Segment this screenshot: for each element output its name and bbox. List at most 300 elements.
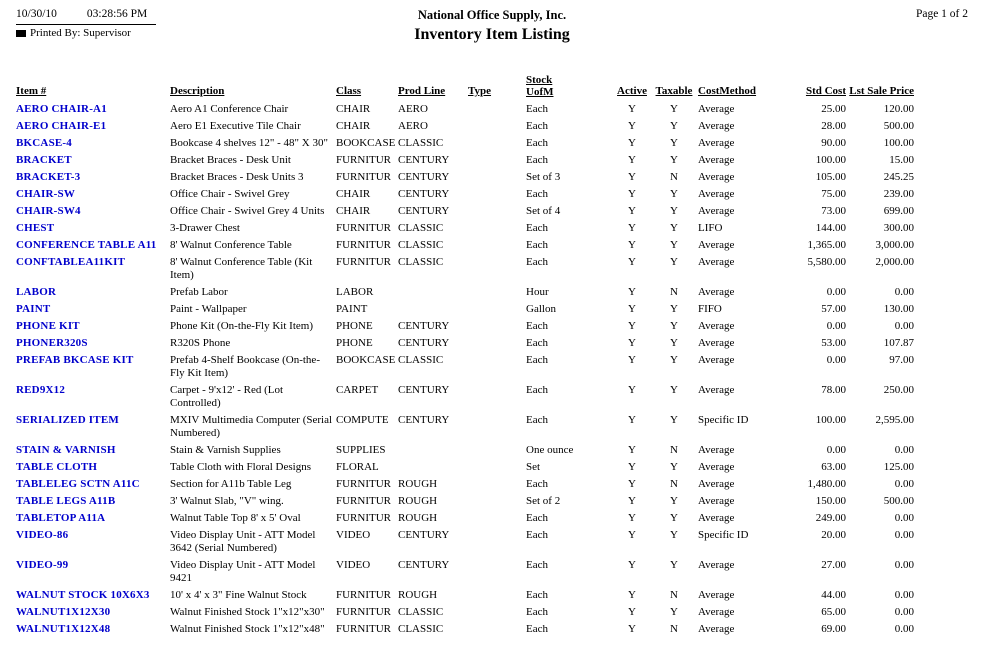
type-cell — [468, 254, 526, 284]
item-number-cell[interactable]: WALNUT1X12X30 — [16, 606, 111, 618]
description-cell: Bracket Braces - Desk Unit — [170, 154, 291, 166]
uofm-cell: Each — [526, 337, 548, 349]
report-date: 10/30/10 — [16, 8, 57, 20]
prod-line-cell: CENTURY — [398, 205, 450, 217]
taxable-cell: Y — [670, 154, 678, 166]
taxable-cell: Y — [670, 337, 678, 349]
cost-method-cell: Average — [698, 256, 735, 268]
col-header-active: Active — [617, 85, 647, 97]
cost-method-cell: Average — [698, 137, 735, 149]
description-cell: 3' Walnut Slab, "V" wing. — [170, 495, 284, 507]
taxable-cell: Y — [670, 120, 678, 132]
inventory-table — [16, 72, 916, 638]
cost-method-cell: Average — [698, 444, 735, 456]
std-cost-cell: 0.00 — [826, 320, 846, 332]
uofm-cell: Each — [526, 478, 548, 490]
std-cost-cell: 20.00 — [821, 529, 846, 541]
class-cell: CHAIR — [336, 120, 371, 132]
std-cost-cell: 78.00 — [821, 384, 846, 396]
taxable-cell: Y — [670, 414, 678, 426]
taxable-cell: Y — [670, 461, 678, 473]
col-header-last-sale-price: Lst Sale Price — [849, 85, 914, 97]
cost-method-cell: Average — [698, 354, 735, 366]
prod-line-cell — [398, 301, 468, 318]
prod-line-cell: CENTURY — [398, 559, 450, 571]
item-number-cell[interactable]: PHONER320S — [16, 337, 88, 349]
std-cost-cell: 0.00 — [826, 286, 846, 298]
table-row — [16, 382, 916, 412]
type-cell — [468, 301, 526, 318]
class-cell: VIDEO — [336, 559, 371, 571]
class-cell: CHAIR — [336, 205, 371, 217]
taxable-cell: Y — [670, 606, 678, 618]
class-cell: CHAIR — [336, 188, 371, 200]
std-cost-cell: 65.00 — [821, 606, 846, 618]
report-title: Inventory Item Listing — [414, 26, 570, 43]
active-cell: Y — [628, 103, 636, 115]
taxable-cell: N — [670, 444, 678, 456]
taxable-cell: N — [670, 286, 678, 298]
class-cell: BOOKCASE — [336, 137, 396, 149]
cost-method-cell: Average — [698, 461, 735, 473]
type-cell — [468, 237, 526, 254]
description-cell: Office Chair - Swivel Grey 4 Units — [170, 205, 325, 217]
type-cell — [468, 510, 526, 527]
type-cell — [468, 476, 526, 493]
table-row — [16, 352, 916, 382]
taxable-cell: N — [670, 171, 678, 183]
col-header-cost-method: CostMethod — [698, 85, 757, 97]
last-sale-price-cell: 0.00 — [894, 529, 914, 541]
std-cost-cell: 105.00 — [815, 171, 846, 183]
uofm-cell: Each — [526, 512, 548, 524]
taxable-cell: Y — [670, 256, 678, 268]
active-cell: Y — [628, 120, 636, 132]
report-time: 03:28:56 PM — [86, 8, 148, 20]
class-cell: FURNITUR — [336, 478, 392, 490]
taxable-cell: Y — [670, 239, 678, 251]
table-row — [16, 621, 916, 638]
uofm-cell: Each — [526, 222, 548, 234]
prod-line-cell: ROUGH — [398, 512, 438, 524]
uofm-cell: Set — [526, 461, 541, 473]
table-row — [16, 587, 916, 604]
last-sale-price-cell: 2,595.00 — [875, 414, 914, 426]
table-row — [16, 604, 916, 621]
item-number-cell[interactable]: CHAIR-SW — [16, 188, 76, 200]
type-cell — [468, 604, 526, 621]
description-cell: 8' Walnut Conference Table (Kit Item) — [170, 256, 313, 281]
type-cell — [468, 493, 526, 510]
uofm-cell: Each — [526, 606, 548, 618]
last-sale-price-cell: 3,000.00 — [875, 239, 914, 251]
table-row — [16, 510, 916, 527]
taxable-cell: N — [670, 623, 678, 635]
class-cell: FURNITUR — [336, 171, 392, 183]
prod-line-cell: AERO — [398, 120, 428, 132]
std-cost-cell: 27.00 — [821, 559, 846, 571]
item-number-cell[interactable]: BRACKET-3 — [16, 171, 81, 183]
active-cell: Y — [628, 354, 636, 366]
uofm-cell: Each — [526, 529, 548, 541]
table-row — [16, 335, 916, 352]
prod-line-cell: CLASSIC — [398, 222, 444, 234]
cost-method-cell: Average — [698, 154, 735, 166]
item-number-cell[interactable]: CONFTABLEA11KIT — [16, 256, 126, 268]
cost-method-cell: Specific ID — [698, 529, 749, 541]
class-cell: COMPUTE — [336, 414, 389, 426]
cost-method-cell: Average — [698, 606, 735, 618]
active-cell: Y — [628, 205, 636, 217]
uofm-cell: Each — [526, 120, 548, 132]
prod-line-cell: CENTURY — [398, 384, 450, 396]
item-number-cell[interactable]: BRACKET — [16, 154, 72, 166]
last-sale-price-cell: 120.00 — [883, 103, 914, 115]
cost-method-cell: Average — [698, 384, 735, 396]
class-cell: PHONE — [336, 337, 373, 349]
type-cell — [468, 587, 526, 604]
prod-line-cell: CLASSIC — [398, 354, 444, 366]
std-cost-cell: 57.00 — [821, 303, 846, 315]
active-cell: Y — [628, 414, 636, 426]
last-sale-price-cell: 2,000.00 — [875, 256, 914, 268]
last-sale-price-cell: 0.00 — [894, 623, 914, 635]
report-header — [16, 8, 968, 54]
item-number-cell[interactable]: PAINT — [16, 303, 51, 315]
item-number-cell[interactable]: TABLE LEGS A11B — [16, 495, 116, 507]
last-sale-price-cell: 245.25 — [883, 171, 914, 183]
class-cell: LABOR — [336, 286, 374, 298]
active-cell: Y — [628, 188, 636, 200]
class-cell: FURNITUR — [336, 495, 392, 507]
description-cell: R320S Phone — [170, 337, 231, 349]
cost-method-cell: Average — [698, 239, 735, 251]
prod-line-cell: CLASSIC — [398, 239, 444, 251]
std-cost-cell: 144.00 — [815, 222, 846, 234]
last-sale-price-cell: 15.00 — [889, 154, 914, 166]
item-number-cell[interactable]: CHEST — [16, 222, 55, 234]
taxable-cell: Y — [670, 205, 678, 217]
taxable-cell: Y — [670, 495, 678, 507]
taxable-cell: Y — [670, 137, 678, 149]
table-row — [16, 237, 916, 254]
active-cell: Y — [628, 171, 636, 183]
description-cell: Section for A11b Table Leg — [170, 478, 292, 490]
cost-method-cell: Average — [698, 205, 735, 217]
item-number-cell[interactable]: TABLE CLOTH — [16, 461, 98, 473]
cost-method-cell: Average — [698, 286, 735, 298]
type-cell — [468, 318, 526, 335]
cost-method-cell: Average — [698, 171, 735, 183]
std-cost-cell: 0.00 — [826, 354, 846, 366]
cost-method-cell: Average — [698, 337, 735, 349]
col-header-stock-uofm: Stock UofM — [526, 74, 554, 98]
cost-method-cell: Average — [698, 320, 735, 332]
taxable-cell: Y — [670, 384, 678, 396]
description-cell: 8' Walnut Conference Table — [170, 239, 292, 251]
description-cell: Table Cloth with Floral Designs — [170, 461, 311, 473]
taxable-cell: Y — [670, 303, 678, 315]
active-cell: Y — [628, 512, 636, 524]
active-cell: Y — [628, 461, 636, 473]
cost-method-cell: Average — [698, 120, 735, 132]
table-row — [16, 459, 916, 476]
last-sale-price-cell: 0.00 — [894, 320, 914, 332]
cost-method-cell: FIFO — [698, 303, 722, 315]
cost-method-cell: Average — [698, 589, 735, 601]
class-cell: FURNITUR — [336, 239, 392, 251]
std-cost-cell: 73.00 — [821, 205, 846, 217]
prod-line-cell: CLASSIC — [398, 137, 444, 149]
last-sale-price-cell: 0.00 — [894, 444, 914, 456]
class-cell: PAINT — [336, 303, 368, 315]
uofm-cell: Each — [526, 320, 548, 332]
table-row — [16, 476, 916, 493]
cost-method-cell: Average — [698, 103, 735, 115]
description-cell: Aero E1 Executive Tile Chair — [170, 120, 301, 132]
last-sale-price-cell: 699.00 — [883, 205, 914, 217]
cost-method-cell: Average — [698, 478, 735, 490]
active-cell: Y — [628, 239, 636, 251]
description-cell: Bookcase 4 shelves 12" - 48" X 30" — [170, 137, 328, 149]
std-cost-cell: 1,365.00 — [807, 239, 846, 251]
last-sale-price-cell: 100.00 — [883, 137, 914, 149]
uofm-cell: Each — [526, 188, 548, 200]
active-cell: Y — [628, 256, 636, 268]
item-number-cell[interactable]: PHONE KIT — [16, 320, 80, 332]
active-cell: Y — [628, 137, 636, 149]
table-row — [16, 254, 916, 284]
std-cost-cell: 69.00 — [821, 623, 846, 635]
description-cell: Paint - Wallpaper — [170, 303, 247, 315]
description-cell: 3-Drawer Chest — [170, 222, 240, 234]
taxable-cell: Y — [670, 222, 678, 234]
last-sale-price-cell: 0.00 — [894, 589, 914, 601]
active-cell: Y — [628, 303, 636, 315]
item-number-cell[interactable]: PREFAB BKCASE KIT — [16, 354, 134, 366]
last-sale-price-cell: 250.00 — [883, 384, 914, 396]
item-number-cell[interactable]: AERO CHAIR-E1 — [16, 120, 107, 132]
type-cell — [468, 101, 526, 118]
table-row — [16, 318, 916, 335]
description-cell: Video Display Unit - ATT Model 9421 — [170, 559, 316, 584]
class-cell: FURNITUR — [336, 512, 392, 524]
active-cell: Y — [628, 559, 636, 571]
table-row — [16, 301, 916, 318]
table-header-row — [16, 72, 916, 101]
type-cell — [468, 442, 526, 459]
inventory-table-body — [16, 101, 916, 638]
active-cell: Y — [628, 222, 636, 234]
class-cell: SUPPLIES — [336, 444, 386, 456]
class-cell: FURNITUR — [336, 589, 392, 601]
std-cost-cell: 1,480.00 — [807, 478, 846, 490]
table-row — [16, 442, 916, 459]
table-row — [16, 557, 916, 587]
item-number-cell[interactable]: TABLETOP A11A — [16, 512, 106, 524]
taxable-cell: Y — [670, 354, 678, 366]
item-number-cell[interactable]: WALNUT1X12X48 — [16, 623, 111, 635]
active-cell: Y — [628, 589, 636, 601]
class-cell: BOOKCASE — [336, 354, 396, 366]
active-cell: Y — [628, 495, 636, 507]
class-cell: FURNITUR — [336, 154, 392, 166]
prod-line-cell: ROUGH — [398, 495, 438, 507]
uofm-cell: Each — [526, 559, 548, 571]
col-header-class: Class — [336, 85, 362, 97]
item-number-cell[interactable]: CHAIR-SW4 — [16, 205, 81, 217]
table-row — [16, 152, 916, 169]
last-sale-price-cell: 107.87 — [883, 337, 914, 349]
description-cell: Office Chair - Swivel Grey — [170, 188, 290, 200]
std-cost-cell: 44.00 — [821, 589, 846, 601]
type-cell — [468, 186, 526, 203]
prod-line-cell — [398, 459, 468, 476]
company-name: National Office Supply, Inc. — [417, 8, 567, 22]
active-cell: Y — [628, 623, 636, 635]
item-number-cell[interactable]: WALNUT STOCK 10X6X3 — [16, 589, 150, 601]
std-cost-cell: 75.00 — [821, 188, 846, 200]
table-row — [16, 284, 916, 301]
last-sale-price-cell: 239.00 — [883, 188, 914, 200]
description-cell: Phone Kit (On-the-Fly Kit Item) — [170, 320, 313, 332]
class-cell: PHONE — [336, 320, 373, 332]
type-cell — [468, 527, 526, 557]
taxable-cell: N — [670, 478, 678, 490]
last-sale-price-cell: 500.00 — [883, 495, 914, 507]
prod-line-cell: ROUGH — [398, 478, 438, 490]
prod-line-cell: CENTURY — [398, 414, 450, 426]
table-row — [16, 135, 916, 152]
type-cell — [468, 621, 526, 638]
table-row — [16, 186, 916, 203]
prod-line-cell: ROUGH — [398, 589, 438, 601]
prod-line-cell — [398, 284, 468, 301]
prod-line-cell: CENTURY — [398, 188, 450, 200]
active-cell: Y — [628, 384, 636, 396]
active-cell: Y — [628, 286, 636, 298]
description-cell: Stain & Varnish Supplies — [170, 444, 281, 456]
prod-line-cell: CENTURY — [398, 154, 450, 166]
std-cost-cell: 249.00 — [815, 512, 846, 524]
active-cell: Y — [628, 337, 636, 349]
std-cost-cell: 100.00 — [815, 414, 846, 426]
table-row — [16, 203, 916, 220]
item-number-cell[interactable]: AERO CHAIR-A1 — [16, 103, 107, 115]
std-cost-cell: 5,580.00 — [807, 256, 846, 268]
taxable-cell: N — [670, 589, 678, 601]
item-number-cell[interactable]: CONFERENCE TABLE A11 — [16, 239, 157, 251]
description-cell: Aero A1 Conference Chair — [170, 103, 289, 115]
table-row — [16, 220, 916, 237]
cost-method-cell: Average — [698, 559, 735, 571]
taxable-cell: Y — [670, 320, 678, 332]
cost-method-cell: Average — [698, 188, 735, 200]
std-cost-cell: 53.00 — [821, 337, 846, 349]
last-sale-price-cell: 0.00 — [894, 286, 914, 298]
item-number-cell[interactable]: VIDEO-99 — [16, 559, 69, 571]
prod-line-cell: CLASSIC — [398, 606, 444, 618]
std-cost-cell: 150.00 — [815, 495, 846, 507]
uofm-cell: Each — [526, 154, 548, 166]
table-row — [16, 101, 916, 118]
header-center — [16, 8, 968, 44]
type-cell — [468, 220, 526, 237]
uofm-cell: Hour — [526, 286, 549, 298]
active-cell: Y — [628, 444, 636, 456]
description-cell: Prefab Labor — [170, 286, 228, 298]
item-number-cell[interactable]: TABLELEG SCTN A11C — [16, 478, 140, 490]
type-cell — [468, 335, 526, 352]
taxable-cell: Y — [670, 103, 678, 115]
col-header-prod-line: Prod Line — [398, 85, 446, 97]
std-cost-cell: 100.00 — [815, 154, 846, 166]
type-cell — [468, 352, 526, 382]
class-cell: FURNITUR — [336, 623, 392, 635]
cost-method-cell: Specific ID — [698, 414, 749, 426]
uofm-cell: One ounce — [526, 444, 574, 456]
description-cell: 10' x 4' x 3" Fine Walnut Stock — [170, 589, 307, 601]
class-cell: FURNITUR — [336, 606, 392, 618]
taxable-cell: Y — [670, 559, 678, 571]
last-sale-price-cell: 97.00 — [889, 354, 914, 366]
table-row — [16, 118, 916, 135]
class-cell: VIDEO — [336, 529, 371, 541]
uofm-cell: Gallon — [526, 303, 556, 315]
last-sale-price-cell: 0.00 — [894, 512, 914, 524]
active-cell: Y — [628, 606, 636, 618]
item-number-cell[interactable]: RED9X12 — [16, 384, 66, 396]
class-cell: CARPET — [336, 384, 379, 396]
type-cell — [468, 152, 526, 169]
item-number-cell[interactable]: STAIN & VARNISH — [16, 444, 116, 456]
cost-method-cell: Average — [698, 495, 735, 507]
col-header-std-cost: Std Cost — [805, 85, 846, 97]
taxable-cell: Y — [670, 512, 678, 524]
prod-line-cell: CENTURY — [398, 337, 450, 349]
item-number-cell[interactable]: VIDEO-86 — [16, 529, 69, 541]
uofm-cell: Each — [526, 256, 548, 268]
type-cell — [468, 169, 526, 186]
last-sale-price-cell: 0.00 — [894, 559, 914, 571]
prod-line-cell: AERO — [398, 103, 428, 115]
last-sale-price-cell: 0.00 — [894, 478, 914, 490]
type-cell — [468, 459, 526, 476]
uofm-cell: Each — [526, 589, 548, 601]
description-cell: Video Display Unit - ATT Model 3642 (Serial Numbered) — [170, 529, 316, 554]
last-sale-price-cell: 300.00 — [883, 222, 914, 234]
description-cell: Bracket Braces - Desk Units 3 — [170, 171, 304, 183]
last-sale-price-cell: 125.00 — [883, 461, 914, 473]
uofm-cell: Each — [526, 414, 548, 426]
item-number-cell[interactable]: LABOR — [16, 286, 57, 298]
taxable-cell: Y — [670, 188, 678, 200]
type-cell — [468, 412, 526, 442]
uofm-cell: Each — [526, 623, 548, 635]
prod-line-cell: CENTURY — [398, 320, 450, 332]
std-cost-cell: 90.00 — [821, 137, 846, 149]
item-number-cell[interactable]: BKCASE-4 — [16, 137, 72, 149]
std-cost-cell: 25.00 — [821, 103, 846, 115]
description-cell: Carpet - 9'x12' - Red (Lot Controlled) — [170, 384, 284, 409]
last-sale-price-cell: 130.00 — [883, 303, 914, 315]
description-cell: Walnut Finished Stock 1"x12"x30" — [170, 606, 325, 618]
prod-line-cell: CLASSIC — [398, 623, 444, 635]
description-cell: Prefab 4-Shelf Bookcase (On-the-Fly Kit Item) — [170, 354, 320, 379]
col-header-type: Type — [468, 85, 492, 97]
cost-method-cell: Average — [698, 623, 735, 635]
item-number-cell[interactable]: SERIALIZED ITEM — [16, 414, 119, 426]
